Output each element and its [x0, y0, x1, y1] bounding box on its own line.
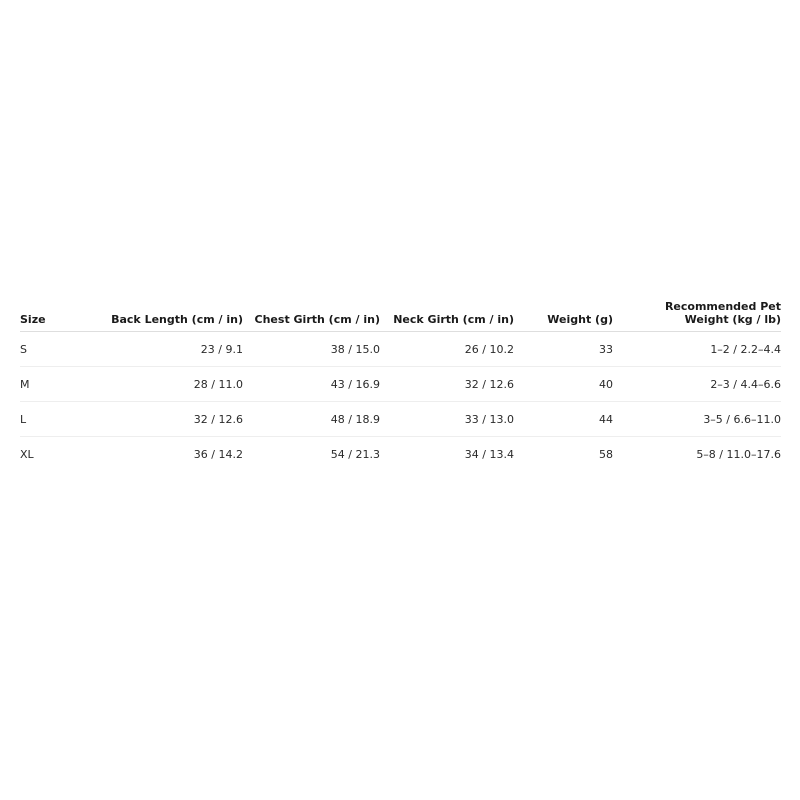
cell-weight: 44	[514, 402, 613, 437]
header-recommended-line1: Recommended Pet	[664, 300, 781, 313]
table-row	[20, 332, 781, 367]
cell-size: S	[20, 332, 78, 367]
size-chart	[20, 300, 781, 471]
table-header	[20, 300, 781, 332]
cell-back-length: 32 / 12.6	[78, 402, 243, 437]
cell-back-length: 23 / 9.1	[78, 332, 243, 367]
size-chart-table	[20, 300, 781, 471]
cell-back-length: 28 / 11.0	[78, 367, 243, 402]
cell-neck-girth: 26 / 10.2	[380, 332, 514, 367]
header-weight: Weight (g)	[514, 300, 613, 332]
header-back-length: Back Length (cm / in)	[78, 300, 243, 332]
cell-neck-girth: 33 / 13.0	[380, 402, 514, 437]
cell-chest-girth: 48 / 18.9	[243, 402, 380, 437]
cell-size: XL	[20, 447, 34, 461]
cell-neck-girth: 32 / 12.6	[380, 367, 514, 402]
cell-weight: 40	[514, 367, 613, 402]
cell-size: L	[20, 402, 78, 437]
table-row	[20, 402, 781, 437]
header-size: Size	[20, 300, 78, 332]
cell-chest-girth: 54 / 21.3	[330, 447, 380, 461]
cell-size: M	[20, 367, 78, 402]
cell-weight: 58	[599, 447, 613, 461]
cell-chest-girth: 38 / 15.0	[243, 332, 380, 367]
cell-chest-girth: 43 / 16.9	[243, 367, 380, 402]
table-row	[20, 367, 781, 402]
header-neck-girth: Neck Girth (cm / in)	[380, 300, 514, 332]
cell-back-length: 36 / 14.2	[193, 447, 243, 461]
table-body	[20, 332, 781, 472]
cell-recommended: 5–8 / 11.0–17.6	[696, 447, 781, 461]
header-recommended-pet-weight	[613, 300, 781, 332]
cell-recommended: 1–2 / 2.2–4.4	[613, 332, 781, 367]
cell-weight: 33	[514, 332, 613, 367]
cell-recommended: 2–3 / 4.4–6.6	[613, 367, 781, 402]
cell-recommended: 3–5 / 6.6–11.0	[613, 402, 781, 437]
cell-neck-girth: 34 / 13.4	[464, 447, 514, 461]
table-row	[20, 437, 781, 472]
header-recommended-line2: Weight (kg / lb)	[684, 313, 781, 326]
header-chest-girth: Chest Girth (cm / in)	[243, 300, 380, 332]
header-row	[20, 300, 781, 332]
